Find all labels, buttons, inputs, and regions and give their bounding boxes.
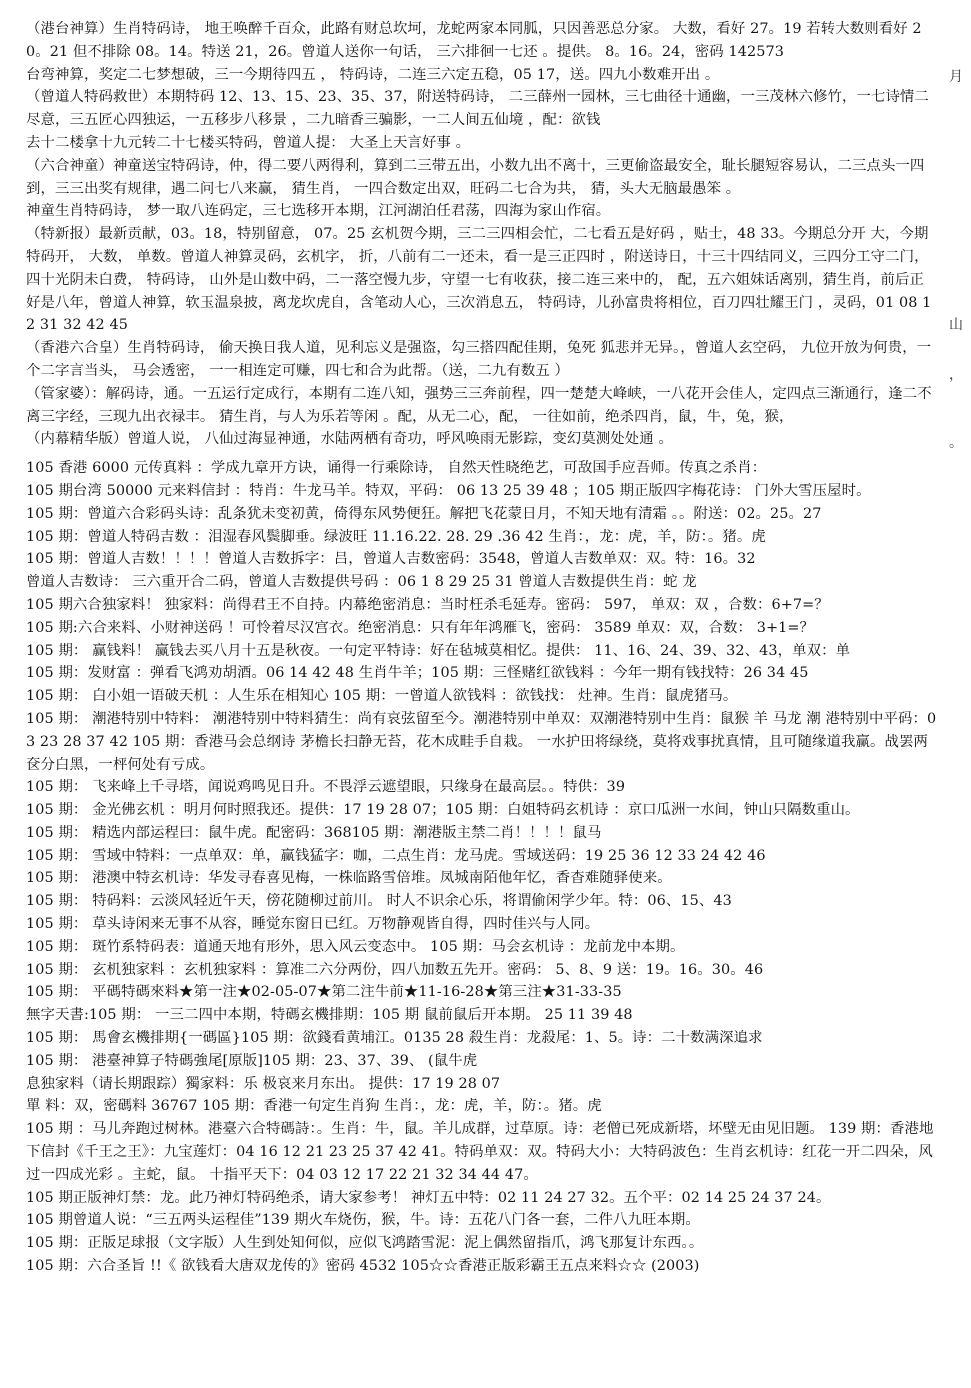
entry-105-line: 105 香港 6000 元传真料 ：学成九章开方诀，诵得一行乘除诗， 自然天性晓绝艺，可敌国手应吾师。传真之杀肖： — [26, 460, 767, 477]
entry-105-line: 105 期： 金光佛玄机 ：明月何时照我还。提供：17 19 28 07；105 期：白姐特码玄机诗 ：京口瓜洲一水间，钟山只隔数重山。 — [26, 802, 860, 819]
entry-105-line: 105 期：曾道人吉数！！！！曾道人吉数拆字：吕，曾道人吉数密码：3548，曾道人吉数单双：双。特：16。32 — [26, 551, 756, 568]
paragraph-texinbao: （特新报）最新贡献，03。18，特别留意， 07。25 玄机贺今期，三二三四相会忙，二七看五是好码 ，贴士，48 33。今期总分开 大，今期特码开， 大数， 单数。曾道人神算灵码，玄机字， 折，八前有二一还未，看一是三正四时 ，附送诗日，十三十四结同义，三四分工守二门，四十光阴未白费， 特码诗， 山外是山数中码，二一落空慢九步，守望一七有收获，接二连三来中的， 配，五六姐妹话离别，猜生肖，前后正好是八年，曾道人神算，软玉温泉披，离龙坎虎自，含笔动人心，三次消息五， 特码诗，儿孙富贵将相位，百刀四壮耀王门 ，灵码，01 08 12 31 32 42 45 — [26, 226, 932, 334]
entry-105-line: 息独家料（请长期跟踪）獨家料：乐 极哀来月东出。 提供：17 19 28 07 — [26, 1075, 501, 1092]
entry-105-line: 105 期： 精选内部运程曰：鼠牛虎。配密码：368105 期：潮港版主禁二肖！！！！鼠马 — [26, 824, 602, 841]
paragraph-shentong-shengxiao: 神童生肖特码诗， 梦一取八连码定，三七选移开本期，江河湖泊任君荡，四海为家山作宿。 — [26, 203, 611, 220]
paragraph-neimu-jinghua: （内幕精华版）曾道人说， 八仙过海显神通，水陆两栖有奇功，呼风唤雨无影踪，变幻莫测处处通 。 — [26, 431, 673, 448]
paragraph-zengdaoren-jiushi: （曾道人特码救世）本期特码 12、13、15、23、35、37，附送特码诗， 二三薛州一园林，三七曲径十通幽，一三茂林六修竹，一七诗情二尽意，三五匠心四独运，一五移步八移景 ，二九暗香三骗影，一二人间五仙境 ，配：欲钱 — [26, 89, 929, 129]
entry-105-line: 105 期： 馬會玄機排期{一碼區}105 期：欲錢看黄埔江。0135 28 殺生肖：龙殺尾：1、5。诗：二十数满深追求 — [26, 1030, 763, 1047]
entry-105-line: 105 期： 玄机独家料 ：玄机独家料 ：算准二六分两份，四八加数五先开。密码： 5、8、9 送：19。16。30。46 — [26, 961, 764, 978]
entry-105-line: 105 期： 港臺神算子特碼強尾[原版]105 期：23、37、39、 (鼠牛虎 — [26, 1052, 478, 1069]
top-section — [26, 18, 937, 451]
edge-mark: 山 — [949, 317, 963, 333]
entry-105-line: 105 期： 平碼特碼來料★第一注★02-05-07★第二注牛前★11-16-28★第三注★31-33-35 — [26, 984, 622, 1001]
entry-105-line: 105 期： 特码料：云淡风轻近午天，傍花随柳过前川。 时人不识余心乐，将谓偷闲学少年。特：06、15、43 — [26, 893, 732, 910]
entry-105-line: 無字天書:105 期： 一三二四中本期，特碼玄機排期：105 期 鼠前鼠后开本期。 25 11 39 48 — [26, 1007, 633, 1024]
entry-105-line: 105 期： 赢钱料！ 赢钱去买八月十五是秋夜。一句定平特诗：好在毡城莫相忆。提供： 11、16、24、39、32、43，单双：单 — [26, 642, 851, 659]
entry-105-line: 105 期曾道人说：“三五两头运程佳”139 期火车烧伤，猴，牛。诗：五花八门各一套，二件八九旺本期。 — [26, 1212, 700, 1229]
entry-105-line: 105 期：曾道六合彩码头诗：乱条犹未变初黄，倚得东风势便狂。解把飞花蒙日月，不知天地有清霜 。。附送：02。25。27 — [26, 505, 822, 522]
entry-105-line: 105 期正版神灯禁：龙。此乃神灯特码绝杀，请大家参考！ 神灯五中特：02 11 24 27 32。五个平：02 14 25 24 37 24。 — [26, 1189, 831, 1206]
entry-105-line: 105 期:六合来料、小财神送码 ！可怜着尽汉宫衣。绝密消息：只有年年鸿雁飞，密码： 3589 单双：双，合数： 3+1=？ — [26, 619, 815, 636]
entry-105-line: 單 料：双，密碼料 36767 105 期：香港一句定生肖狗 生肖：，龙：虎，羊，防：。猪。虎 — [26, 1098, 602, 1115]
entry-105-line: 105 期： 斑竹系特码表：道通天地有形外，思入风云变态中。 105 期：马会玄机诗 ：龙前龙中本期。 — [26, 938, 685, 955]
paragraph-shierlou: 去十二楼拿十九元转二十七楼买特码，曾道人提： 大圣上天言好事 。 — [26, 134, 471, 151]
entry-105-line: 105 期： 草头诗闲来无事不从容，睡觉东窗日已红。万物静观皆自得，四时佳兴与人同。 — [26, 916, 600, 933]
edge-mark: ， — [949, 367, 963, 383]
paragraph-taiwan-shensuan: 台弯神算，奖定二七梦想破，三一今期待四五 ， 特码诗，二连三六定五稳，05 17，送。四九小数难开出 。 — [26, 66, 720, 83]
edge-mark: 。 — [949, 435, 963, 451]
entry-105-line: 105 期 ：马儿奔跑过树林。港臺六合特碼詩：。生肖：牛，鼠。羊儿成群，过草原。诗：老僧已死成新塔，坏壁无由见旧题。 139 期：香港地下信封《千王之王》：九宝莲灯：04 16 12 21 23 25 37 42 41。特码单双：双。特码大小：大特码波色：生肖玄机诗：红花一开二四朵，风过一四成光彩 。主蛇，鼠。 十指平天下：04 03 12 17 22 21 32 34 44 47。 — [26, 1121, 934, 1183]
entry-105-line: 105 期： 白小姐一语破天机 ：人生乐在相知心 105 期：一曾道人欲钱料 ：欲钱找： 灶神。生肖：鼠虎猪马。 — [26, 688, 738, 705]
entry-105-line: 105 期六合独家料！ 独家料：尚得君王不自持。内幕绝密消息：当时枉杀毛延寿。密码： 597， 单双：双 ，合数：6+7=？ — [26, 596, 829, 613]
entry-105-line: 105 期： 雪域中特料：一点单双：单，赢钱猛字：咖，二点生肖：龙马虎。雪域送码：19 25 36 12 33 24 42 46 — [26, 847, 766, 864]
entry-105-line: 105 期：曾道人特码吉数 ：泪湿春风鬓脚垂。绿波旺 11.16.22. 28. 29 .36 42 生肖：，龙：虎，羊，防：。猪。虎 — [26, 528, 766, 545]
edge-mark: 月 — [949, 69, 963, 85]
paragraph-liuhe-shentong: （六合神童）神童送宝特码诗，仲，得二要八两得利，算到二三带五出，小数九出不离十，三更偷盗最安全，耻长腿短容易认，二三点头一四到，三三出奖有规律，遇二问七八来赢， 猜生肖， 一四合数定出双，旺码二七合为共， 猜，头大无脑最愚笨 。 — [26, 157, 925, 197]
entry-105-line: 105 期：六合圣旨 !!《 欲钱看大唐双龙传的》密码 4532 105☆☆香港正版彩霸王五点来料☆☆ (2003) — [26, 1258, 700, 1275]
entry-105-line: 105 期： 潮港特别中特料： 潮港特别中特料猜生：尚有哀弦留至今。潮港特别中单双：双潮港特别中生肖：鼠猴 羊 马龙 潮 港特别中平码：0 3 23 28 37 42 105 期：香港马会总纲诗 茅檐长扫静无苔，花木成畦手自栽。 一水护田将绿绕，莫将戏事扰真情，且可随缘道我赢。战罢两奁分白黑，一枰何处有亏成。 — [26, 710, 937, 773]
period-105-section — [26, 457, 937, 1278]
entry-105-line: 105 期： 港澳中特玄机诗：华发寻春喜见梅，一株临路雪倍堆。凤城南陌他年忆，香杳难随驿使来。 — [26, 870, 672, 887]
entry-105-line: 105 期台湾 50000 元来料信封 ：特肖：牛龙马羊。特双，平码： 06 13 25 39 48 ；105 期正版四字梅花诗： 门外大雪压屋时。 — [26, 482, 871, 499]
entry-105-line: 105 期：正版足球报（文字版）人生到处知何似，应似飞鸿踏雪泥：泥上偶然留指爪，鸿飞那复计东西。。 — [26, 1235, 704, 1252]
paragraph-guanjiapo: （管家婆）：解码诗，通。一五运行定成行，本期有二连八知，强势三三奔前程，四一楚楚大峰峡，一八花开会佳人，定四点三渐通行，逢二不离三字经，三现九出衣禄丰。 猜生肖，与人为乐若等闲 。配，从无二心，配， 一往如前，绝杀四肖，鼠，牛，兔，猴， — [26, 385, 932, 425]
paragraph-xianggang-liuhehuang: （香港六合皇）生肖特码诗， 偷天换日我人道，见利忘义是强盗，勾三搭四配佳期，兔死 狐悲并无异。，曾道人玄空码， 九位开放为何贵，一个二字言当头， 马会透密， 一一相连定可赚，四七和合为此帮。（送，二九有数五 ） — [26, 340, 932, 379]
entry-105-line: 曾道人吉数诗： 三六重开合二码，曾道人吉数提供号码 ：06 1 8 29 25 31 曾道人吉数提供生肖：蛇 龙 — [26, 574, 697, 591]
entry-105-line: 105 期：发财富 ：弹看飞鸿劝胡酒。06 14 42 48 生肖牛羊；105 期：三怪赌红欲钱料 ：今年一期有钱找特：26 34 45 — [26, 665, 809, 682]
paragraph-gangtai-shensuan: （港台神算）生肖特码诗， 地王唤醉千百众，此路有财总坎坷，龙蛇两家本同胍，只因善恶总分家。 大数，看好 27。19 若转大数则看好 20。21 但不排除 08。14。特送 21，26。曾道人送你一句话， 三六排徊一七还 。提供。 8。16。24，密码 142573 — [26, 21, 922, 60]
entry-105-line: 105 期： 飞来峰上千寻塔，闻说鸡鸣见日升。不畏浮云遮望眼，只缘身在最高层。。特供：39 — [26, 779, 626, 796]
